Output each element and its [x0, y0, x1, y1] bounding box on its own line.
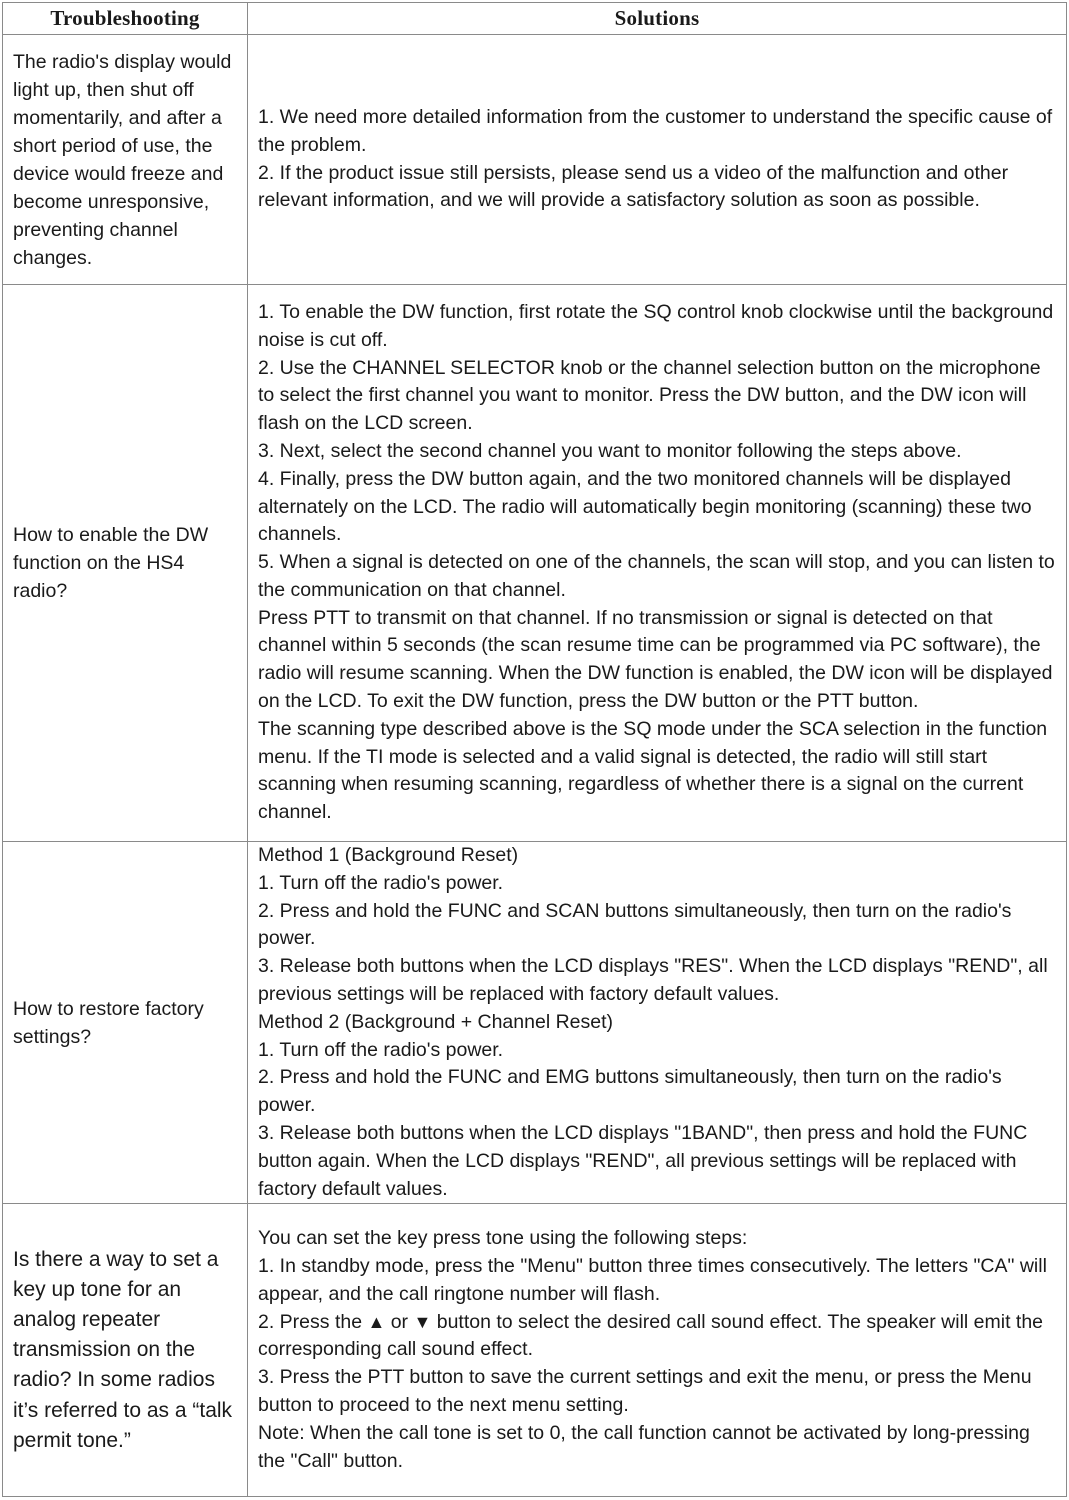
table-row	[3, 1204, 1067, 1497]
answer-text: or	[385, 1310, 414, 1333]
table-row	[3, 842, 1067, 1204]
answer-line	[258, 1309, 1056, 1365]
answer-line: Press PTT to transmit on that channel. If no transmission or signal is detected on that channel within 5 seconds (the scan resume time can be programmed via PC software), the radio will resume scanning. When the DW function is enabled, the DW icon will be displayed on the LCD. To exit the DW function, press the DW button or the PTT button.	[258, 606, 1053, 713]
question-cell: Is there a way to set a key up tone for an analog repeater transmission on the radio? In some radios it’s referred to as a “talk permit tone.”	[3, 1204, 248, 1497]
answer-line: 2. Use the CHANNEL SELECTOR knob or the channel selection button on the microphone to select the first channel you want to monitor. Press the DW button, and the DW icon will flash on the LCD screen.	[258, 356, 1041, 435]
answer-line: 1. We need more detailed information from the customer to understand the specific cause of the problem.	[258, 105, 1053, 156]
answer-line: 3. Release both buttons when the LCD displays "1BAND", then press and hold the FUNC button again. When the LCD displays "REND", all previous settings will be replaced with factory default values.	[258, 1121, 1028, 1200]
answer-line: 1. Turn off the radio's power.	[258, 871, 504, 894]
header-row	[3, 3, 1067, 35]
up-triangle-icon: ▲	[367, 1311, 386, 1332]
answer-line: 2. If the product issue still persists, please send us a video of the malfunction and other relevant information, and we will provide a satisfactory solution as soon as possible.	[258, 161, 1009, 212]
answer-line: Method 1 (Background Reset)	[258, 844, 519, 866]
answer-line: 3. Next, select the second channel you want to monitor following the steps above.	[258, 439, 962, 462]
answer-line: 2. Press and hold the FUNC and SCAN buttons simultaneously, then turn on the radio's power.	[258, 899, 1012, 950]
answer-line: You can set the key press tone using the following steps:	[258, 1227, 748, 1250]
down-triangle-icon: ▼	[413, 1311, 432, 1332]
table-row	[3, 285, 1067, 842]
answer-line: Note: When the call tone is set to 0, the call function cannot be activated by long-pressing the "Call" button.	[258, 1421, 1030, 1472]
answer-line: 3. Release both buttons when the LCD displays "RES". When the LCD displays "REND", all previous settings will be replaced with factory default values.	[258, 955, 1048, 1005]
answer-line: The scanning type described above is the SQ mode under the SCA selection in the function menu. If the TI mode is selected and a valid signal is detected, the radio will still start scanning when resuming scanning, regardless of whether there is a signal on the current channel.	[258, 717, 1048, 824]
answer-line: 1. In standby mode, press the "Menu" button three times consecutively. The letters "CA" will appear, and the call ringtone number will flash.	[258, 1255, 1047, 1305]
answer-line: 1. Turn off the radio's power.	[258, 1038, 504, 1061]
answer-line: 5. When a signal is detected on one of the channels, the scan will stop, and you can listen to the communication on that channel.	[258, 551, 1055, 601]
answer-cell	[248, 1204, 1067, 1497]
question-cell: How to enable the DW function on the HS4 radio?	[3, 285, 248, 842]
answer-line: 3. Press the PTT button to save the current settings and exit the menu, or press the Menu button to proceed to the next menu setting.	[258, 1366, 1032, 1417]
answer-line: 1. To enable the DW function, first rotate the SQ control knob clockwise until the background noise is cut off.	[258, 300, 1054, 351]
header-troubleshooting: Troubleshooting	[3, 3, 248, 35]
answer-cell	[248, 842, 1067, 1204]
answer-text: button to select the desired call sound effect. The speaker will emit the corresponding call sound effect.	[258, 1310, 1044, 1361]
answer-line: 2. Press and hold the FUNC and EMG buttons simultaneously, then turn on the radio's power.	[258, 1066, 1002, 1117]
answer-cell	[248, 35, 1067, 285]
answer-cell	[248, 285, 1067, 842]
answer-line: 4. Finally, press the DW button again, and the two monitored channels will be displayed alternately on the LCD. The radio will automatically begin monitoring (scanning) these two channels.	[258, 467, 1032, 546]
answer-text: 2. Press the	[258, 1310, 368, 1333]
table-row	[3, 35, 1067, 285]
troubleshooting-table	[2, 2, 1067, 1497]
question-cell: How to restore factory settings?	[3, 842, 248, 1204]
question-cell: The radio's display would light up, then shut off momentarily, and after a short period of use, the device would freeze and become unresponsive, preventing channel changes.	[3, 35, 248, 285]
header-solutions: Solutions	[248, 3, 1067, 35]
answer-line: Method 2 (Background + Channel Reset)	[258, 1010, 613, 1033]
